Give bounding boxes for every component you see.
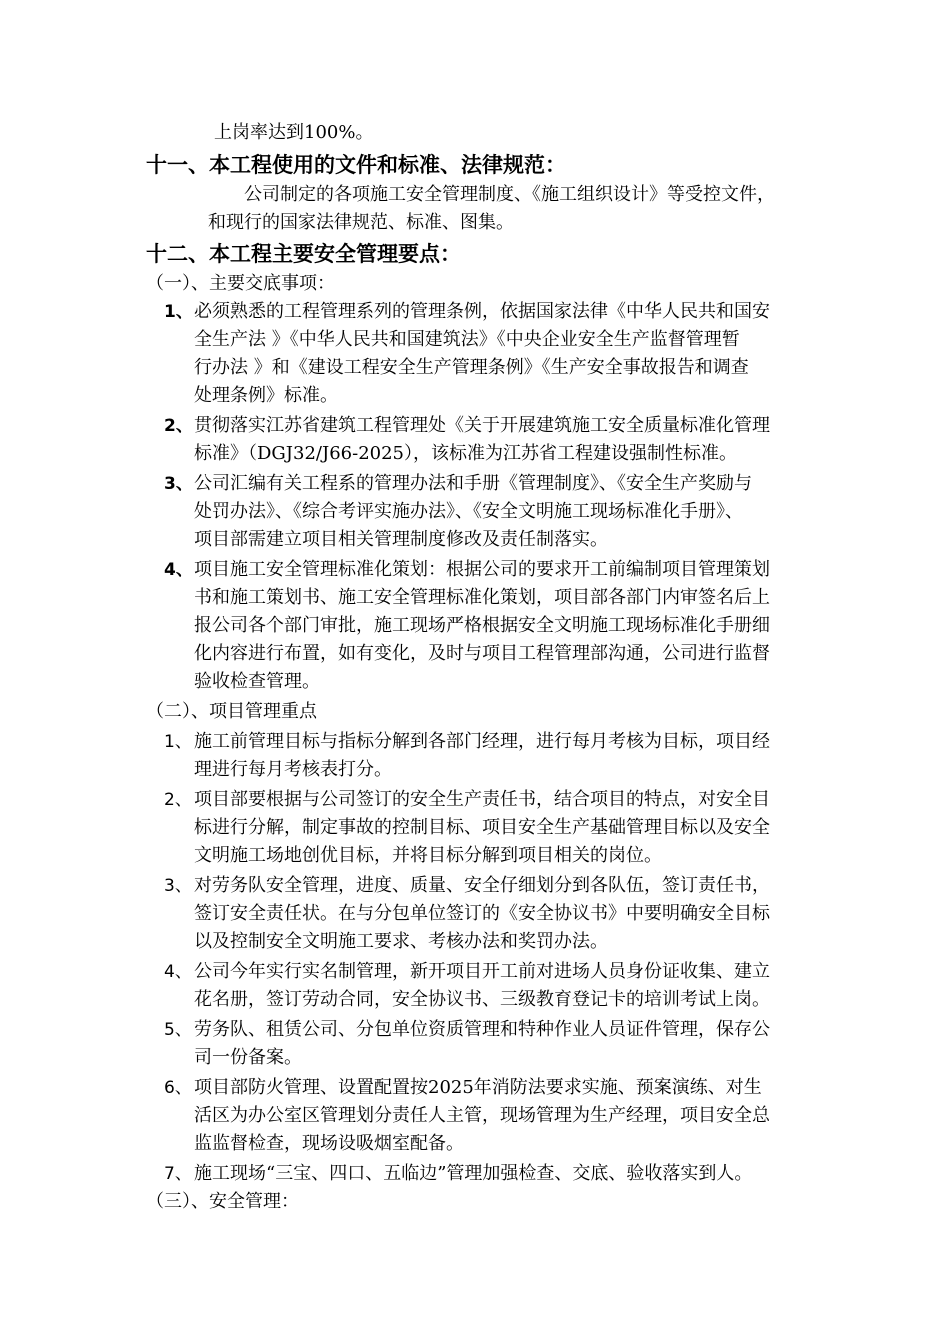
subsection-2-heading: （二）、项目管理重点 — [146, 701, 317, 722]
subsection-3-heading: （三）、安全管理： — [146, 1191, 299, 1212]
section-11-line-1: 公司制定的各项施工安全管理制度、《施工组织设计》等受控文件， — [244, 184, 775, 205]
sub2-item-6-line-3: 监监督检查，现场设吸烟室配备。 — [194, 1133, 464, 1154]
sub1-item-2-line-1: 贯彻落实江苏省建筑工程管理处《关于开展建筑施工安全质量标准化管理 — [194, 415, 770, 436]
sub2-item-5-line-1: 劳务队、租赁公司、分包单位资质管理和特种作业人员证件管理，保存公 — [194, 1019, 770, 1040]
sub2-item-5-line-2: 司一份备案。 — [194, 1047, 302, 1068]
sub1-item-1-line-4: 处理条例》标准。 — [194, 385, 338, 406]
sub2-item-7-number: 7、 — [164, 1164, 192, 1184]
sub2-item-4-line-1: 公司今年实行实名制管理，新开项目开工前对进场人员身份证收集、建立 — [194, 961, 770, 982]
sub2-item-7-line-1: 施工现场“三宝、四口、五临边”管理加强检查、交底、验收落实到人。 — [194, 1163, 753, 1184]
sub2-item-3-line-3: 以及控制安全文明施工要求、考核办法和奖罚办法。 — [194, 931, 608, 952]
sub2-item-6-number: 6、 — [164, 1078, 192, 1098]
sub1-item-4-line-2: 书和施工策划书、施工安全管理标准化策划，项目部各部门内审签名后上 — [194, 587, 770, 608]
section-11-line-2: 和现行的国家法律规范、标准、图集。 — [208, 212, 514, 233]
sub2-item-4-number: 4、 — [164, 962, 192, 982]
sub1-item-3-number: 3、 — [164, 474, 193, 494]
sub1-item-4-line-3: 报公司各个部门审批，施工现场严格根据安全文明施工现场标准化手册细 — [194, 615, 770, 636]
sub1-item-4-line-1: 项目施工安全管理标准化策划：根据公司的要求开工前编制项目管理策划 — [194, 559, 770, 580]
sub2-item-6-line-2: 活区为办公室区管理划分责任人主管，现场管理为生产经理，项目安全总 — [194, 1105, 770, 1126]
sub1-item-1-number: 1、 — [164, 302, 193, 322]
sub1-item-1-line-2: 全生产法 》《中华人民共和国建筑法》《中央企业安全生产监督管理暂 — [194, 329, 740, 350]
sub2-item-2-line-3: 文明施工场地创优目标，并将目标分解到项目相关的岗位。 — [194, 845, 662, 866]
sub1-item-1-line-3: 行办法 》和《建设工程安全生产管理条例》《生产安全事故报告和调查 — [194, 357, 749, 378]
sub2-item-2-number: 2、 — [164, 790, 192, 810]
sub1-item-2-line-2: 标准》（DGJ32/J66-2025），该标准为江苏省工程建设强制性标准。 — [194, 443, 738, 464]
sub1-item-1-line-1: 必须熟悉的工程管理系列的管理条例，依据国家法律《中华人民共和国安 — [194, 301, 770, 322]
sub2-item-1-number: 1、 — [164, 732, 192, 752]
sub2-item-1-line-1: 施工前管理目标与指标分解到各部门经理，进行每月考核为目标，项目经 — [194, 731, 770, 752]
sub1-item-4-line-5: 验收检查管理。 — [194, 671, 320, 692]
section-11-heading: 十一、本工程使用的文件和标准、法律规范： — [146, 153, 566, 177]
sub1-item-4-number: 4、 — [164, 560, 193, 580]
sub1-item-3-line-3: 项目部需建立项目相关管理制度修改及责任制落实。 — [194, 529, 608, 550]
sub1-item-3-line-2: 处罚办法》、《综合考评实施办法》、《安全文明施工现场标准化手册》、 — [194, 501, 743, 522]
sub2-item-3-line-1: 对劳务队安全管理，进度、质量、安全仔细划分到各队伍，签订责任书， — [194, 875, 770, 896]
sub1-item-4-line-4: 化内容进行布置，如有变化，及时与项目工程管理部沟通，公司进行监督 — [194, 643, 770, 664]
sub2-item-4-line-2: 花名册，签订劳动合同，安全协议书、三级教育登记卡的培训考试上岗。 — [194, 989, 770, 1010]
sub1-item-2-number: 2、 — [164, 416, 193, 436]
sub2-item-1-line-2: 理进行每月考核表打分。 — [194, 759, 392, 780]
sub2-item-2-line-2: 标进行分解，制定事故的控制目标、项目安全生产基础管理目标以及安全 — [194, 817, 770, 838]
sub2-item-3-line-2: 签订安全责任状。在与分包单位签订的《安全协议书》中要明确安全目标 — [194, 903, 770, 924]
section-12-heading: 十二、本工程主要安全管理要点： — [146, 242, 461, 266]
intro-tail-text: 上岗率达到100%。 — [214, 122, 374, 143]
sub2-item-2-line-1: 项目部要根据与公司签订的安全生产责任书，结合项目的特点，对安全目 — [194, 789, 770, 810]
sub1-item-3-line-1: 公司汇编有关工程系的管理办法和手册《管理制度》、《安全生产奖励与 — [194, 473, 752, 494]
sub2-item-3-number: 3、 — [164, 876, 192, 896]
subsection-1-heading: （一）、主要交底事项： — [146, 273, 335, 294]
sub2-item-6-line-1: 项目部防火管理、设置配置按2025年消防法要求实施、预案演练、对生 — [194, 1077, 762, 1098]
sub2-item-5-number: 5、 — [164, 1020, 192, 1040]
